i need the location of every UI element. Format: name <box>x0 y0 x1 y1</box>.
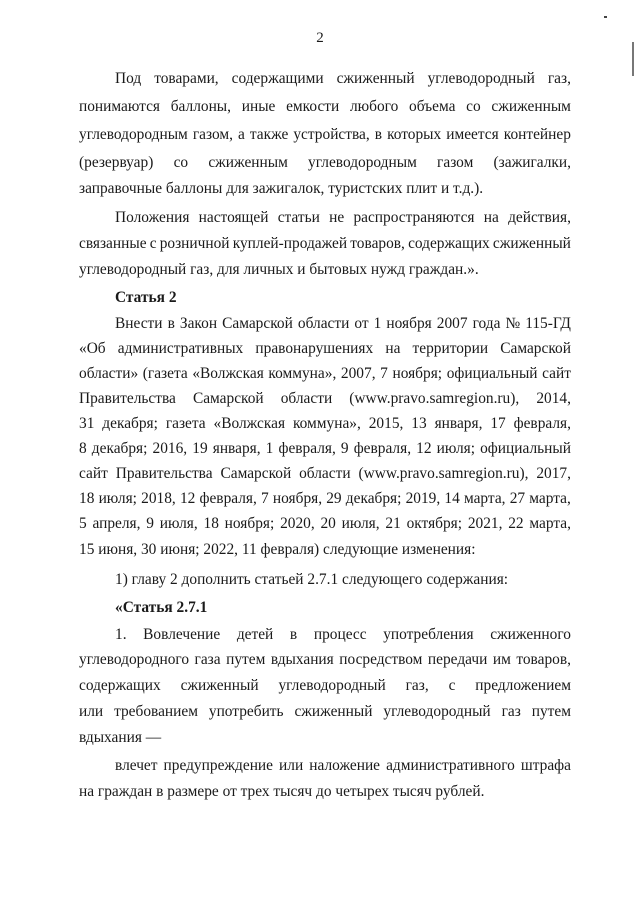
word: емкости <box>286 98 340 115</box>
paragraph-2-line-1 <box>115 207 571 229</box>
word: 21 <box>385 515 401 532</box>
word: декабря; <box>345 490 402 507</box>
word: розничной <box>159 235 230 252</box>
word: сжиженным <box>208 154 288 171</box>
word: углеводородным <box>79 126 188 143</box>
word: территории <box>412 340 489 357</box>
word: января, <box>212 440 261 457</box>
word: 9 <box>340 440 349 457</box>
word: Правительства <box>79 390 176 407</box>
word: 9 <box>146 515 154 532</box>
word: марта, <box>529 490 571 507</box>
word: Под <box>115 70 142 87</box>
word: газ, <box>405 677 429 694</box>
word: Правительства <box>115 465 213 482</box>
word: 13 <box>411 415 427 432</box>
word: товаров, <box>516 651 571 668</box>
word: иные <box>241 98 276 115</box>
word: октября; <box>406 515 463 532</box>
word: товарами, <box>154 70 219 87</box>
word: января, <box>434 415 483 432</box>
word: 1 <box>265 440 274 457</box>
word: объема <box>409 98 456 115</box>
word: связанные <box>79 235 147 252</box>
word: 2018, <box>141 490 176 507</box>
word: любого <box>349 98 399 115</box>
word: 17 <box>490 415 506 432</box>
paragraph-4-line-5: вдыхания — <box>79 729 162 746</box>
word: предложением <box>475 677 571 694</box>
word: декабря; <box>91 440 148 457</box>
word: с <box>149 235 157 252</box>
word: Самарской <box>222 315 293 332</box>
paragraph-4-line-4 <box>79 701 571 723</box>
word: июля, <box>341 515 380 532</box>
word: передачи <box>427 651 488 668</box>
word: декабря; <box>102 415 158 432</box>
word: 12 <box>179 490 196 507</box>
word: а <box>237 126 245 143</box>
word: 14 <box>444 490 460 507</box>
paragraph-1-line-4 <box>79 152 571 174</box>
word: устройства, <box>293 126 370 143</box>
paragraph-1-line-1 <box>115 68 571 90</box>
word: путем <box>226 651 266 668</box>
word: не <box>329 209 345 226</box>
word: в <box>289 626 298 643</box>
word: действия, <box>508 209 571 226</box>
word: февраля, <box>513 415 571 432</box>
word: также <box>249 126 289 143</box>
word: 19 <box>192 440 208 457</box>
word: газа <box>194 651 221 668</box>
word: июля, <box>159 515 198 532</box>
word: (www.pravo.samregion.ru), <box>349 390 520 407</box>
word: «Волжская <box>192 365 264 382</box>
word: правонарушениях <box>255 340 374 357</box>
word: на <box>483 209 499 226</box>
word: посредством <box>339 651 423 668</box>
word: коммуна», <box>268 365 337 382</box>
word: наложение <box>309 757 381 774</box>
word: употребления <box>383 626 474 643</box>
word: вдыхания <box>270 651 334 668</box>
article-2-heading: Статья 2 <box>115 289 177 306</box>
word: сжиженным <box>491 98 571 115</box>
word: углеводородный <box>427 70 535 87</box>
word: со <box>173 154 189 171</box>
paragraph-5-line-1 <box>115 755 571 777</box>
paragraph-2-line-3: углеводородный газ, для личных и бытовых нужд граждан.». <box>79 261 479 278</box>
word: июля; <box>98 490 137 507</box>
word: углеводородным <box>308 154 417 171</box>
word: ноября <box>386 315 432 332</box>
word: Внести <box>115 315 163 332</box>
paragraph-3-line-3 <box>79 363 571 385</box>
word: со <box>466 98 481 115</box>
word: сжиженного <box>490 626 571 643</box>
word: «Волжская <box>213 415 286 432</box>
word: Самарской <box>500 340 571 357</box>
word: 2007, <box>340 365 376 382</box>
word: содержащих <box>79 677 161 694</box>
word: газ <box>501 703 521 720</box>
word: штрафа <box>520 757 571 774</box>
paragraph-3-line-2 <box>79 338 571 360</box>
word: куплей-продажей <box>232 235 348 252</box>
word: сжиженный <box>294 703 373 720</box>
word: официальный <box>480 440 571 457</box>
word: Самарской <box>192 390 264 407</box>
word: газета <box>165 415 206 432</box>
word: содержащими <box>231 70 324 87</box>
word: (газета <box>142 365 188 382</box>
word: 115-ГД <box>525 315 571 332</box>
paragraph-3-line-6 <box>79 438 571 460</box>
paragraph-4-line-3 <box>79 675 571 697</box>
word: 2007 <box>436 315 468 332</box>
word: административного <box>386 757 515 774</box>
word: (резервуар) <box>79 154 154 171</box>
word: предупреждение <box>163 757 273 774</box>
word: или <box>279 757 304 774</box>
word: употребить <box>208 703 284 720</box>
word: апреля, <box>92 515 141 532</box>
word: области» <box>79 365 139 382</box>
word: сайт <box>79 465 108 482</box>
word: которых <box>387 126 442 143</box>
word: им <box>492 651 511 668</box>
word: 2016, <box>152 440 188 457</box>
paragraph-1-line-3 <box>79 124 571 146</box>
word: в <box>374 126 383 143</box>
word: детей <box>236 626 274 643</box>
word: распространяются <box>353 209 475 226</box>
word: сжиженный <box>336 70 415 87</box>
word: 1 <box>373 315 382 332</box>
paragraph-4-line-2 <box>79 649 571 671</box>
word: 18 <box>79 490 95 507</box>
paragraph-1-line-2 <box>79 96 571 118</box>
item-1: 1) главу 2 дополнить статьей 2.7.1 следующего содержания: <box>115 571 509 588</box>
word: товаров, <box>350 235 405 252</box>
word: газом <box>437 154 474 171</box>
paragraph-1-line-5: заправочные баллоны для зажигалок, туристских плит и т.д.). <box>79 180 484 197</box>
word: с <box>448 677 456 694</box>
word: 18 <box>203 515 219 532</box>
word: административных <box>117 340 244 357</box>
word: 2015, <box>368 415 404 432</box>
word: 22 <box>508 515 524 532</box>
word: 2017, <box>536 465 571 482</box>
paragraph-3-line-7 <box>79 463 571 485</box>
word: года <box>472 315 501 332</box>
word: 2019, <box>405 490 441 507</box>
word: 20 <box>320 515 336 532</box>
word: Закон <box>179 315 218 332</box>
word: ноября, <box>272 490 323 507</box>
paragraph-3-line-1 <box>115 313 571 335</box>
word: 8 <box>79 440 87 457</box>
corner-mark <box>604 16 607 18</box>
word: газом, <box>192 126 233 143</box>
word: баллоны, <box>170 98 231 115</box>
word: ноября; <box>392 365 443 382</box>
word: путем <box>531 703 571 720</box>
word: сжиженный <box>492 235 571 252</box>
word: содержащих <box>408 235 490 252</box>
paragraph-3-line-4 <box>79 388 571 410</box>
word: Положения <box>115 209 190 226</box>
word: февраля, <box>278 440 336 457</box>
paragraph-3-line-10: 15 июня, 30 июня; 2022, 11 февраля) следующие изменения: <box>79 541 476 558</box>
word: 29 <box>326 490 342 507</box>
word: области <box>280 390 333 407</box>
word: области <box>297 315 350 332</box>
word: «Об <box>79 340 106 357</box>
word: имеется <box>446 126 499 143</box>
word: марта, <box>463 490 506 507</box>
word: требованием <box>114 703 198 720</box>
word: контейнер <box>503 126 571 143</box>
word: влечет <box>115 757 158 774</box>
word: Вовлечение <box>143 626 221 643</box>
word: 27 <box>509 490 526 507</box>
word: 12 <box>416 440 432 457</box>
word: 2014, <box>536 390 571 407</box>
word: сайт <box>542 365 571 382</box>
word: на <box>385 340 401 357</box>
page-number: 2 <box>316 30 324 46</box>
word: углеводородный <box>383 703 491 720</box>
word: понимаются <box>79 98 160 115</box>
word: статьи <box>277 209 320 226</box>
paragraph-5-line-2: на граждан в размере от трех тысяч до четырех тысяч рублей. <box>79 783 485 800</box>
word: 31 <box>79 415 95 432</box>
word: № <box>505 315 521 332</box>
word: газ, <box>547 70 571 87</box>
word: ноября; <box>224 515 275 532</box>
word: коммуна», <box>292 415 361 432</box>
paragraph-4-line-1 <box>115 624 571 646</box>
word: углеводородного <box>79 651 190 668</box>
word: 1. <box>115 626 127 643</box>
paragraph-2-line-2 <box>79 233 571 255</box>
word: настоящей <box>198 209 269 226</box>
word: сжиженный <box>180 677 259 694</box>
word: июля; <box>436 440 476 457</box>
paragraph-3-line-9 <box>79 513 571 535</box>
margin-mark <box>632 42 634 76</box>
paragraph-3-line-8 <box>79 488 571 510</box>
word: официальный <box>446 365 538 382</box>
word: 7 <box>261 490 269 507</box>
word: процесс <box>313 626 367 643</box>
word: марта, <box>529 515 571 532</box>
word: (зажигалки, <box>493 154 571 171</box>
word: области <box>299 465 351 482</box>
word: в <box>167 315 175 332</box>
word: 7 <box>380 365 388 382</box>
word: (www.pravo.samregion.ru), <box>358 465 529 482</box>
word: Самарской <box>220 465 292 482</box>
word: февраля, <box>199 490 257 507</box>
word: 2020, <box>280 515 315 532</box>
word: или <box>79 703 104 720</box>
word: углеводородный <box>278 677 386 694</box>
word: 2021, <box>467 515 503 532</box>
paragraph-3-line-5 <box>79 413 571 435</box>
word: от <box>354 315 369 332</box>
word: февраля, <box>353 440 412 457</box>
word: 5 <box>79 515 87 532</box>
article-2-7-1-heading: «Статья 2.7.1 <box>115 599 208 616</box>
